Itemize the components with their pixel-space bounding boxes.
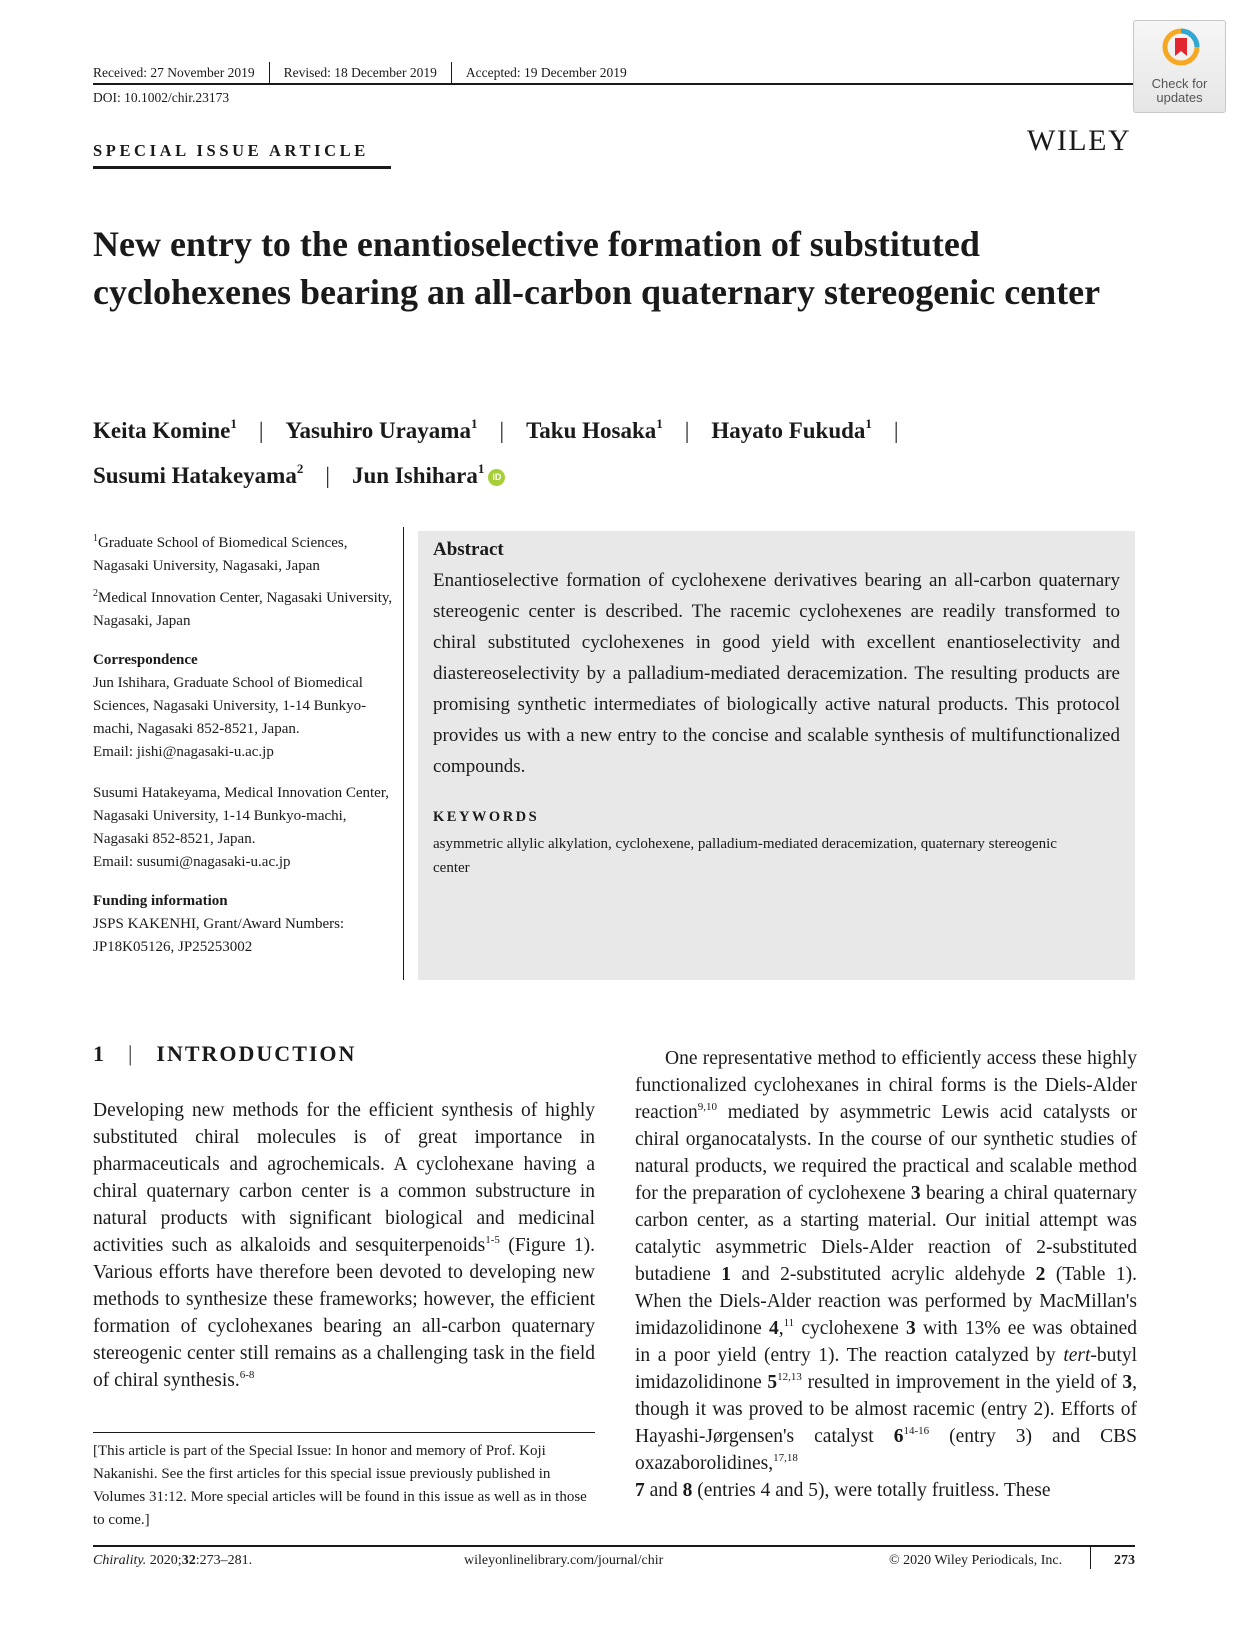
correspondence-address: Susumi Hatakeyama, Medical Innovation Center, Nagasaki University, 1-14 Bunkyo-machi, Nagasaki 852-8521, Japan. Email: susumi@nagasaki-u.ac.jp xyxy=(93,785,389,870)
revised-date: Revised: 18 December 2019 xyxy=(283,65,437,80)
affiliation: $^2$Medical Innovation Center, Nagasaki University, Nagasaki, Japan xyxy=(93,588,393,629)
funding-heading: Funding information xyxy=(93,893,228,909)
check-for-updates-button[interactable] xyxy=(1133,20,1226,113)
check-updates-label: Check for updates xyxy=(1151,76,1208,105)
abstract-text: Enantioselective formation of cyclohexene derivatives bearing an all-carbon quaternary stereogenic center is described. The racemic cyclohexenes are readily transformed to chiral substituted cyclohexenes in good yield with excellent enantioselectivity and diastereoselectivity by a palladium-mediated deracemization. The resulting products are promising synthetic intermediates of biologically active natural products. This protocol provides us with a new entry to the concise and scalable synthesis of multifunctionalized compounds. xyxy=(433,570,1120,777)
keywords: asymmetric allylic alkylation, cyclohexene, palladium-mediated deracemization, quaternary stereogenic center xyxy=(433,836,1057,876)
journal-citation: Chirality. 2020;32:273–281. xyxy=(93,1553,253,1568)
copyright: © 2020 Wiley Periodicals, Inc. xyxy=(889,1553,1063,1568)
citation-link[interactable]: 9,10 xyxy=(697,1101,718,1113)
correspondence-heading: Correspondence xyxy=(93,652,198,668)
affiliation-panel xyxy=(93,527,393,963)
journal-url[interactable]: wileyonlinelibrary.com/journal/chir xyxy=(464,1553,664,1568)
check-updates-icon xyxy=(1161,27,1201,67)
correspondence-address: Jun Ishihara, Graduate School of Biomedical Sciences, Nagasaki University, 1-14 Bunkyo-machi, Nagasaki 852-8521, Japan. Email: jishi@nagasaki-u.ac.jp xyxy=(93,675,367,760)
accepted-date: Accepted: 19 December 2019 xyxy=(465,65,627,80)
footer-divider xyxy=(1090,1547,1091,1569)
citation-link[interactable]: 12,13 xyxy=(777,1371,802,1383)
header-rule xyxy=(93,83,1135,85)
citation-link[interactable]: 17,18 xyxy=(773,1452,798,1464)
email-link[interactable]: Email: susumi@nagasaki-u.ac.jp xyxy=(93,854,291,870)
author[interactable]: Yasuhiro Urayama$^1$ xyxy=(285,416,478,443)
footnote: [This article is part of the Special Issue: In honor and memory of Prof. Koji Nakanishi. See the first articles for this special issue previously published in Volumes 31:12. More special articles will be found in this issue as well as in those to come.] xyxy=(93,1443,587,1528)
received-date: Received: 27 November 2019 xyxy=(93,65,255,80)
page-title: New entry to the enantioselective formation of substituted cyclohexenes bearing an all-carbon quaternary stereogenic center xyxy=(93,224,1101,312)
footer-rule xyxy=(93,1545,1135,1547)
citation-link[interactable]: 14-16 xyxy=(903,1425,930,1437)
citation-link[interactable]: 1-5 xyxy=(485,1234,500,1246)
body-paragraph: One representative method to efficiently access these highly functionalized cyclohexanes in chiral forms is the Diels-Alder reaction$^{9,10}$ mediated by asymmetric Lewis acid catalysts or chiral organocatalysts. In the course of our synthetic studies of natural products, we required the practical and scalable method for the preparation of cyclohexene 3 bearing a chiral quaternary carbon center, as a starting material. Our initial attempt was catalytic asymmetric Diels-Alder reaction of 2-substituted butadiene 1 and 2-substituted acrylic aldehyde 2 (Table 1). When the Diels-Alder reaction was performed by MacMillan's imidazolidinone 4,11 cyclohexene 3 with 13% ee was obtained in a poor yield (entry 1). The reaction catalyzed by tert-butyl imidazolidinone 5$^{12,13}$ resulted in improvement in the yield of 3, though it was proved to be almost racemic (entry 2). Efforts of Hayashi-Jørgensen's catalyst 6$^{14-16}$ (entry 3) and CBS oxazaborolidines,$^{17,18}$ 7 and 8 (entries 4 and 5), were totally fruitless. These xyxy=(635,1048,1137,1501)
funding-text: JSPS KAKENHI, Grant/Award Numbers: JP18K05126, JP25253002 xyxy=(93,916,345,955)
affiliation: $^1$Graduate School of Biomedical Sciences, Nagasaki University, Nagasaki, Japan xyxy=(93,533,348,574)
footnote-rule xyxy=(93,1432,595,1433)
orcid-icon[interactable]: iD xyxy=(488,469,505,486)
article-type: SPECIAL ISSUE ARTICLE xyxy=(93,141,369,160)
author[interactable]: Susumi Hatakeyama$^2$ xyxy=(93,461,304,488)
citation-link[interactable]: 6-8 xyxy=(239,1369,255,1381)
article-type-underline xyxy=(93,166,391,169)
author-list: Keita Komine$^1$ | Yasuhiro Urayama$^1$ | Taku Hosaka$^1$ | Hayato Fukuda$^1$ | Susumi Hatakeyama$^2$ | Jun Ishihara$^1$iD xyxy=(93,416,899,488)
doi[interactable]: DOI: 10.1002/chir.23173 xyxy=(93,90,230,105)
column-divider xyxy=(403,527,404,980)
author[interactable]: Hayato Fukuda$^1$ xyxy=(711,416,872,443)
section-heading: 1 | INTRODUCTION xyxy=(93,1041,357,1066)
keywords-heading: KEYWORDS xyxy=(433,809,540,825)
article-dates xyxy=(93,62,641,84)
author[interactable]: Keita Komine$^1$ xyxy=(93,416,237,443)
email-link[interactable]: Email: jishi@nagasaki-u.ac.jp xyxy=(93,744,274,760)
page-number: 273 xyxy=(1114,1553,1135,1568)
body-paragraph: Developing new methods for the efficient synthesis of highly substituted chiral molecules is of great importance in pharmaceuticals and agrochemicals. A cyclohexane having a chiral quaternary carbon center is a common substructure in natural products with significant biological and medicinal activities such as alkaloids and sesquiterpenoids$^{1-5}$ (Figure 1). Various efforts have therefore been devoted to developing new methods to synthesize these frameworks; however, the efficient formation of cyclohexanes bearing an all-carbon quaternary stereogenic center still remains as a challenging task in the field of chiral synthesis.$^{6-8}$ xyxy=(93,1100,595,1391)
author[interactable]: Taku Hosaka$^1$ xyxy=(526,416,663,443)
publisher-logo: WILEY xyxy=(1027,124,1132,157)
author[interactable]: Jun Ishihara$^1$ xyxy=(351,461,485,488)
abstract-heading: Abstract xyxy=(433,539,504,560)
abstract-box xyxy=(418,531,1135,980)
citation-link[interactable]: 11 xyxy=(783,1317,795,1329)
